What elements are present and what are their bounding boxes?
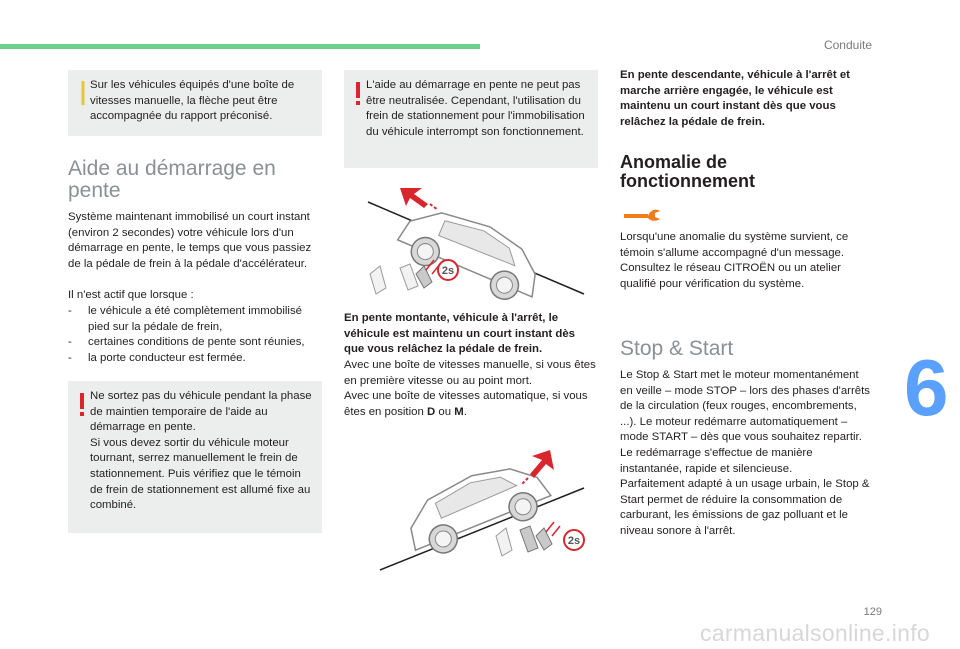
timer-label: 2s: [567, 535, 581, 547]
warning-icon: [78, 393, 86, 421]
gear-d-label: D: [426, 405, 436, 418]
timer-icon: [564, 530, 584, 550]
wrench-icon: [622, 202, 662, 224]
red-arrow-icon: [400, 188, 438, 210]
timer-label: 2s: [441, 265, 455, 277]
anomaly-text: Lorsqu'une anomalie du système survient, ce témoin s'allume accompagné d'un message. Consultez le réseau CITROËN ou un atelier qualifié pour vérification du système.: [620, 231, 849, 290]
downhill-illustration: [372, 446, 600, 578]
heading-stop-start: Stop & Start: [620, 337, 734, 360]
timer-icon: [438, 260, 458, 280]
chapter-number-display: 6: [904, 343, 949, 432]
list-item: - la porte conducteur est fermée.: [68, 351, 322, 367]
section-title: Conduite: [823, 38, 872, 52]
page-number: 129: [863, 606, 882, 618]
warning-icon: [354, 82, 362, 110]
warning-box-neutralize: [344, 70, 598, 168]
active-when-text: Il n'est actif que lorsque :: [68, 289, 194, 301]
info-box: [68, 70, 322, 136]
uphill-text-prefix: Avec une boîte de vitesses automatique, si vous êtes en position: [344, 390, 588, 418]
uphill-text-automatic: [344, 389, 596, 420]
hill-start-intro: Système maintenant immobilisé un court instant (environ 2 secondes) votre véhicule lors d'un démarrage en pente, le temps que vous passiez de la pédale de frein à la pédale d'accélérateur.: [68, 211, 312, 270]
list-item: - certaines conditions de pente sont réunies,: [68, 335, 322, 351]
warning-box-text: Ne sortez pas du véhicule pendant la phase de maintien temporaire de l'aide au démarrage en pente. Si vous devez sortir du véhicule moteur tournant, serrez manuellement le frein de stationnement. Puis vérifiez que le témoin de frein de stationnement est allumé fixe au combiné.: [90, 390, 312, 512]
period: .: [463, 405, 467, 418]
pedals-icon: [496, 522, 560, 556]
uphill-illustration: [348, 178, 600, 302]
or-word: ou: [435, 405, 455, 418]
uphill-title: En pente montante, véhicule à l'arrêt, le véhicule est maintenu un court instant dès que vous relâchez la pédale de frein.: [344, 312, 576, 356]
warning-box: [68, 381, 322, 533]
heading-hill-start: Aide au démarrage en pente: [68, 157, 276, 202]
watermark: carmanualsonline.info: [699, 620, 930, 646]
list-item: - le véhicule a été complètement immobilisé pied sur la pédale de frein,: [68, 304, 322, 335]
pedals-icon: [370, 260, 440, 294]
gear-m-label: M: [454, 405, 464, 418]
stop-start-text: Le Stop & Start met le moteur momentanément en veille – mode STOP – lors des phases d'arrêts de la circulation (feux rouges, encombrements, ...). Le moteur redémarre automatiquement – mode START – dès que vous souhaitez repartir. Le redémarrage s'effectue de manière instantanée, rapide et silencieuse. Parfaitement adapté à un usage urbain, le Stop & Start permet de réduire la consommation de carburant, les émissions de gaz polluant et le niveau sonore à l'arrêt.: [620, 369, 870, 537]
top-accent-bar: [0, 44, 480, 49]
warning-box-text: L'aide au démarrage en pente ne peut pas être neutralisée. Cependant, l'utilisation du frein de stationnement pour l'immobilisation du véhicule interrompt son fonctionnement.: [366, 79, 585, 138]
uphill-text-manual: Avec une boîte de vitesses manuelle, si vous êtes en première vitesse ou au point mort.: [344, 359, 596, 387]
conditions-list: [68, 304, 322, 366]
info-icon: [80, 81, 86, 109]
info-box-text: Sur les véhicules équipés d'une boîte de vitesses manuelle, la flèche peut être accompagnée du rapport préconisé.: [90, 79, 295, 123]
downhill-title: En pente descendante, véhicule à l'arrêt et marche arrière engagée, le véhicule est maintenu un court instant dès que vous relâchez la pédale de frein.: [620, 69, 850, 128]
heading-anomaly: Anomalie de fonctionnement: [620, 152, 755, 191]
